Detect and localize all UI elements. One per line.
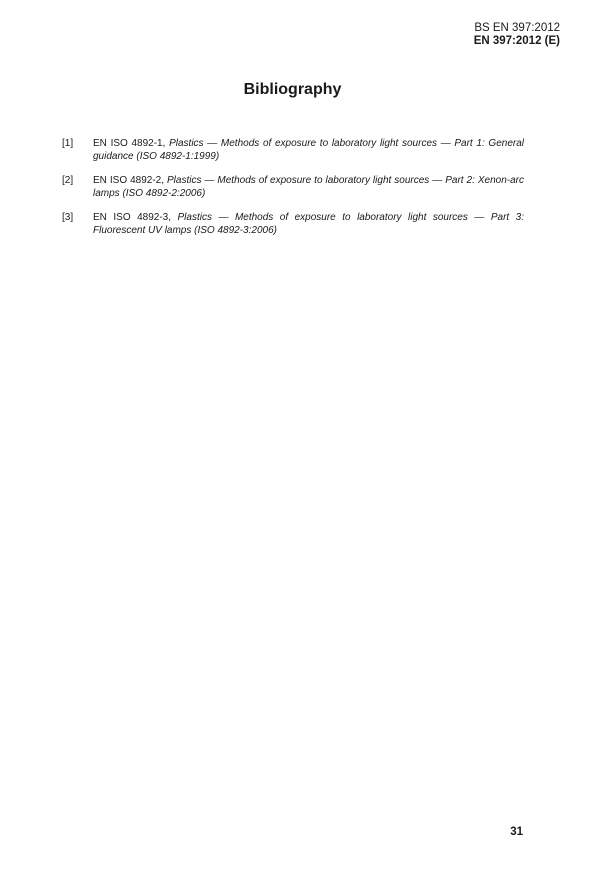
reference-number: [1] — [62, 138, 74, 149]
reference-designation: EN ISO 4892-2, — [93, 175, 164, 186]
reference-text — [93, 175, 524, 200]
reference-designation: EN ISO 4892-3, — [93, 212, 172, 223]
bibliography-list — [62, 138, 524, 249]
bibliography-entry — [62, 175, 524, 200]
en-code: EN 397:2012 (E) — [473, 35, 560, 47]
reference-title: Plastics — Methods of exposure to laboratory light sources — Part 2: Xenon-arc lamps (ISO 4892-2:2006) — [93, 175, 525, 199]
reference-designation: EN ISO 4892-1, — [93, 138, 166, 149]
bibliography-entry — [62, 138, 524, 163]
bibliography-entry — [62, 212, 524, 237]
reference-title: Plastics — Methods of exposure to laboratory light sources — Part 3: Fluorescent UV lamps (ISO 4892-3:2006) — [93, 212, 525, 236]
reference-text — [93, 212, 524, 237]
reference-text — [93, 138, 524, 163]
page-title: Bibliography — [243, 81, 342, 98]
standard-code: BS EN 397:2012 — [474, 22, 560, 34]
page-header — [474, 22, 560, 48]
page-number: 31 — [510, 826, 523, 838]
reference-number: [2] — [62, 175, 74, 186]
reference-title: Plastics — Methods of exposure to laboratory light sources — Part 1: General guidance (ISO 4892-1:1999) — [93, 138, 524, 162]
reference-number: [3] — [62, 212, 74, 223]
